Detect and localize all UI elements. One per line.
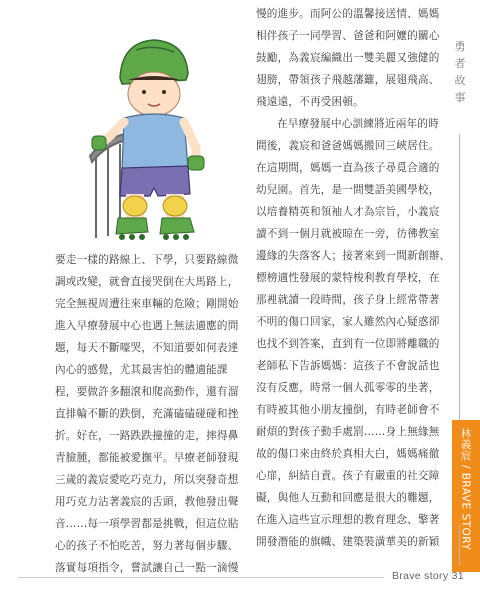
text-line: 沒有反應，時常一個人孤零零的坐著，: [256, 382, 440, 394]
text-line: 內心的感覺，尤其最害怕的體適能課: [55, 364, 228, 376]
text-line: 程，要做許多翻滾和爬高動作，還有溜: [55, 386, 239, 398]
text-line: 心扉，糾結自責。孩子有嚴重的社交障: [256, 470, 440, 482]
left-knee-pad: [123, 196, 147, 216]
right-text-column: [256, 3, 456, 553]
text-line: 音……每一項學習都是挑戰，但這位貼: [55, 518, 239, 530]
text-line: 進入早療發展中心也遇上無法適應的問: [55, 320, 239, 332]
text-line: 故的傷口來由終於真相大白，媽媽痛徹: [256, 448, 440, 460]
footer-rule: [18, 577, 384, 578]
text-line: 在這期間，媽媽一直為孩子尋覓合適的: [256, 162, 440, 174]
text-line: 老師私下告訴媽媽：這孩子不會說話也: [256, 360, 440, 372]
text-line: 幼兒園。首先，是一間雙語美國學校，: [256, 184, 440, 196]
text-line: 直排輪不斷的跌倒，充滿磕磕碰碰和挫: [55, 408, 239, 420]
right-glove: [188, 156, 204, 170]
child-rollerskating-illustration: [78, 28, 228, 243]
section-tab-label: 林義宸 / BRAVE STORY: [459, 428, 472, 551]
text-line: 翅膀，帶領孩子飛越藩籬，展翅飛高、: [256, 74, 440, 86]
text-line: 青臉腫，都能被愛撫平。早療老師發現: [55, 452, 239, 464]
text-line: 三歲的義宸愛吃巧克力，所以突發奇想: [55, 474, 239, 486]
paragraph-start-line: 在早療發展中心訓練將近兩年的時: [277, 118, 439, 130]
text-line: 那裡就讀一段時間，孩子身上經常帶著: [256, 294, 440, 306]
left-skate: [116, 218, 148, 234]
text-line: 落實每項指令，嘗試讓自己一點一滴慢: [55, 562, 239, 574]
left-glove: [92, 136, 106, 150]
text-line: 飛遠遠，不再受困頓。: [256, 96, 364, 108]
side-divider-lower: [459, 525, 460, 565]
text-line: 不明的傷口回家，家人雖然內心疑惑卻: [256, 316, 440, 328]
text-line: 折。好在，一路跌跌撞撞的走，摔得鼻: [55, 430, 239, 442]
text-line: 用巧克力沾著義宸的舌頭，教他發出聲: [55, 496, 239, 508]
section-title-vertical: 勇 者 故 事: [454, 40, 466, 104]
shirt: [122, 114, 188, 170]
shorts: [120, 166, 190, 196]
text-line: 慢的進步。而阿公的溫馨接送情、媽媽: [256, 8, 440, 20]
text-line: 也找不到答案，直到有一位即將離職的: [256, 338, 440, 350]
page-footer: Brave story 31: [392, 570, 464, 582]
right-skate: [160, 218, 194, 234]
text-line: 相伴孩子一同學習、爸爸和阿嬤的關心: [256, 30, 440, 42]
left-text-column: [55, 249, 250, 579]
text-line: 要走一樣的路線上、下學，只要路線微: [55, 254, 239, 266]
text-line: 心的孩子不怕吃苦，努力著每個步驟、: [55, 540, 239, 552]
text-line: 完全無視周遭往來車輛的危險；剛開始: [55, 298, 239, 310]
text-line: 開發潛能的旗幟、建築裝潢華美的新穎: [256, 536, 440, 548]
text-line: 調或改變，就會直接哭倒在大馬路上，: [55, 276, 239, 288]
text-line: 耐煩的對孩子動手處罰……身上無緣無: [256, 426, 440, 438]
text-line: 間後，義宸和爸爸媽媽搬回三峽居住。: [256, 140, 440, 152]
text-line: 題，每天不斷嚎哭，不知道要如何表達: [55, 342, 239, 354]
text-line: 有時被其他小朋友撞倒，有時老師會不: [256, 404, 440, 416]
text-line: 以培養精英和領袖人才為宗旨，小義宸: [256, 206, 440, 218]
text-line: 邊緣的失落客人；接著來到一間新創辦、: [256, 250, 451, 262]
text-line: 讀不到一個月就被晾在一旁，彷彿教室: [256, 228, 440, 240]
text-line: 標榜適性發展的蒙特梭利教育學校，在: [256, 272, 440, 284]
text-line: 在進入這些宣示理想的教育理念、擎著: [256, 514, 440, 526]
text-line: 礙，與他人互動和回應是很大的難題，: [256, 492, 440, 504]
right-knee-pad: [163, 196, 187, 216]
text-line: 鼓勵，為義宸編織出一雙美麗又強健的: [256, 52, 440, 64]
section-tab: [452, 420, 480, 572]
